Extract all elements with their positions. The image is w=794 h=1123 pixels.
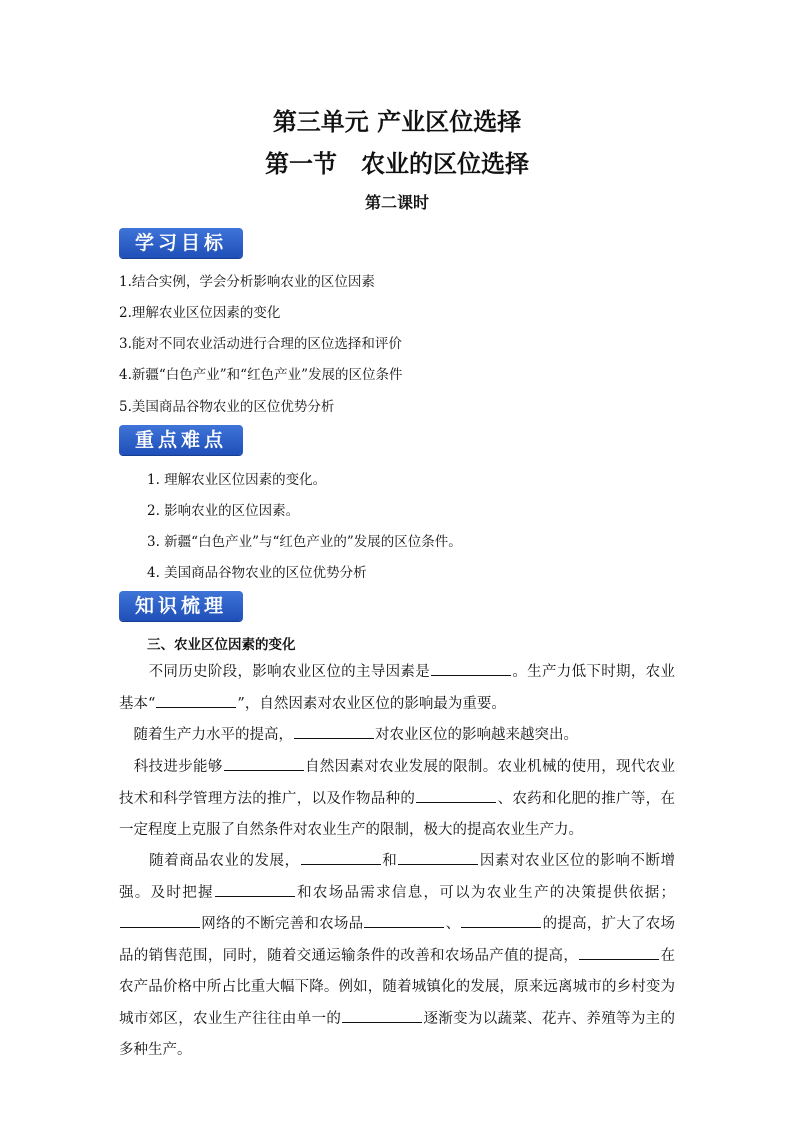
fill-blank[interactable]	[224, 755, 304, 771]
fill-blank[interactable]	[431, 660, 511, 676]
subheading: 三、农业区位因素的变化	[147, 637, 296, 653]
paragraph-3: 科技进步能够 自然因素对农业发展的限制。农业机械的使用，现代农业技术和科学管理方法的推广，以及作物品种的 、农药和化肥的推广等，在一定程度上克服了自然条件对农业生产的限制，极大的提高农业生产力。	[119, 752, 675, 847]
objective-item: 1.结合实例，学会分析影响农业的区位因素	[119, 274, 375, 290]
key-point-item: 4. 美国商品谷物农业的区位优势分析	[147, 565, 367, 581]
objective-item: 2.理解农业区位因素的变化	[119, 305, 281, 321]
fill-blank[interactable]	[156, 692, 236, 708]
fill-blank[interactable]	[461, 912, 541, 928]
fill-blank[interactable]	[301, 849, 381, 865]
objectives-badge: 学习目标	[119, 228, 243, 258]
fill-blank[interactable]	[398, 849, 478, 865]
objective-item: 3.能对不同农业活动进行合理的区位选择和评价	[119, 336, 402, 352]
paragraph-2: 随着生产力水平的提高， 对农业区位的影响越来越突出。	[119, 720, 675, 752]
key-point-item: 2. 影响农业的区位因素。	[147, 503, 300, 519]
key-point-item: 1. 理解农业区位因素的变化。	[147, 472, 327, 488]
fill-blank[interactable]	[579, 944, 659, 960]
fill-blank[interactable]	[416, 787, 496, 803]
key-points-badge: 重点难点	[119, 425, 243, 455]
unit-title: 第三单元 产业区位选择	[272, 108, 522, 136]
fill-blank[interactable]	[294, 723, 374, 739]
paragraph-1: 不同历史阶段，影响农业区位的主导因素是 。生产力低下时期，农业基本“ ”，自然因素对农业区位的影响最为重要。	[119, 657, 675, 720]
fill-blank[interactable]	[342, 1007, 422, 1023]
lesson-label: 第二课时	[364, 193, 429, 212]
objective-item: 5.美国商品谷物农业的区位优势分析	[119, 399, 335, 415]
fill-blank[interactable]	[215, 881, 295, 897]
paragraph-4: 随着商品农业的发展， 和 因素对农业区位的影响不断增强。及时把握 和农场品需求信息，可以为农业生产的决策提供依据；网络的不断完善和农场品 、 的提高，扩大了农场品的销售范围，同时，随着交通运输条件的改善和农场品产值的提高， 在农产品价格中所占比重大幅下降。例如，随着城镇化的发展，原来远离城市的乡村变为城市郊区，农业生产往往由单一的 逐渐变为以蔬菜、花卉、养殖等为主的多种生产。	[119, 846, 675, 1067]
key-point-item: 3. 新疆“白色产业”与“红色产业的”发展的区位条件。	[147, 534, 462, 550]
fill-blank[interactable]	[364, 912, 444, 928]
knowledge-badge: 知识梳理	[119, 591, 243, 621]
objective-item: 4.新疆“白色产业”和“红色产业”发展的区位条件	[119, 367, 403, 383]
fill-blank[interactable]	[120, 912, 200, 928]
section-title: 第一节 农业的区位选择	[265, 150, 529, 178]
